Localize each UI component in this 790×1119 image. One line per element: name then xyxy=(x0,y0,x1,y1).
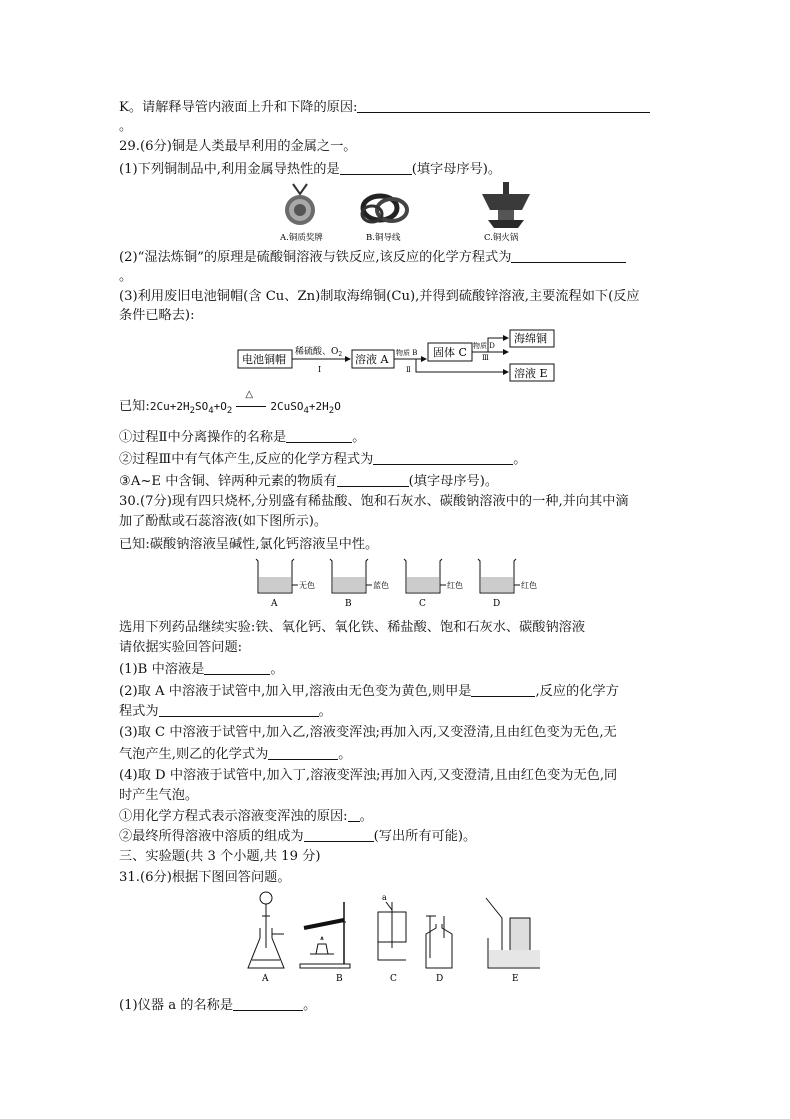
q30-part4-cont: 时产生气泡。 xyxy=(119,788,199,803)
q30-part4-sub2-text: ②最终所得溶液中溶质的组成为 xyxy=(119,829,304,844)
answer-blank[interactable] xyxy=(357,98,650,113)
flow-start-label: 电池铜帽 xyxy=(242,353,286,366)
q30-part2-text: (2)取 A 中溶液于试管中,加入甲,溶液由无色变为黄色,则甲是 xyxy=(119,684,472,699)
copper-products-figure xyxy=(260,180,530,246)
q29-step1-text: ①过程Ⅱ中分离操作的名称是 xyxy=(119,430,287,445)
k-line-text: K。请解释导管内液面上升和下降的原因: xyxy=(119,100,358,115)
q30-part1-end: 。 xyxy=(270,662,284,677)
answer-blank[interactable] xyxy=(337,472,409,487)
copper-item-c-label: C.铜火锅 xyxy=(484,233,519,243)
beaker-c xyxy=(404,559,463,609)
heat-condition: △ xyxy=(245,389,254,400)
q29-part1-suffix: (填字母序号)。 xyxy=(411,162,502,177)
q30-part3: (3)取 C 中溶液于试管中,加入乙,溶液变浑浊;再加入丙,又变澄清,且由红色变为无色,无 xyxy=(119,725,617,740)
apparatus-c xyxy=(378,893,406,984)
apparatus-a-label: A xyxy=(262,974,269,984)
q30-part2-cont xyxy=(119,702,332,721)
q30-part4-sub2 xyxy=(119,827,476,846)
q30-part2-mid: ,反应的化学方 xyxy=(535,684,619,699)
q30-heading: 30.(7分)现有四只烧杯,分别盛有稀盐酸、饱和石灰水、碳酸钠溶液中的一种,并向其中滴 xyxy=(119,494,629,509)
q29-part3: (3)利用废旧电池铜帽(含 Cu、Zn)制取海绵铜(Cu),并得到硫酸锌溶液,主要流程如下(反应 xyxy=(119,289,640,304)
q30-reagents: 选用下列药品继续实验:铁、氧化钙、氧化铁、稀盐酸、饱和石灰水、碳酸钠溶液 xyxy=(119,620,586,635)
flow-solution-e-label: 溶液 E xyxy=(514,367,548,380)
flow-reagent-b: 物质 B xyxy=(396,349,418,357)
q31-part1-text: (1)仪器 a 的名称是 xyxy=(119,998,234,1013)
q30-part4-sub1-end: 。 xyxy=(359,809,373,824)
instrument-a-marker: a xyxy=(382,893,387,902)
k-line-end: 。 xyxy=(119,119,133,134)
section-3-heading: 三、实验题(共 3 个小题,共 19 分) xyxy=(119,849,321,864)
apparatus-e xyxy=(486,898,540,984)
q30-part4-sub1-text: ①用化学方程式表示溶液变浑浊的原因: xyxy=(119,809,348,824)
q30-part2-end: 。 xyxy=(318,704,332,719)
apparatus-b-label: B xyxy=(336,974,343,984)
beaker-d xyxy=(478,559,537,609)
copper-wire-image xyxy=(362,196,407,222)
q29-part3-cont: 条件已略去): xyxy=(119,308,195,323)
flow-step2: Ⅱ xyxy=(406,366,411,374)
q30-part4-sub1 xyxy=(119,807,373,826)
answer-blank[interactable] xyxy=(511,248,626,263)
copper-item-a-label: A.铜质奖牌 xyxy=(280,233,323,243)
q31-heading: 31.(6分)根据下图回答问题。 xyxy=(119,870,291,885)
q29-step3 xyxy=(119,472,498,491)
answer-blank[interactable] xyxy=(348,807,360,822)
apparatus-d xyxy=(426,916,452,984)
beaker-b-label: B xyxy=(345,599,352,609)
beaker-b xyxy=(330,559,389,609)
q30-known: 已知:碳酸钠溶液呈碱性,氯化钙溶液呈中性。 xyxy=(119,537,379,552)
apparatus-e-label: E xyxy=(512,974,519,984)
known-prefix: 已知: xyxy=(119,399,150,414)
q29-part2-text: (2)“湿法炼铜”的原理是硫酸铜溶液与铁反应,该反应的化学方程式为 xyxy=(119,250,512,265)
flow-reagent1: 稀硫酸、$O_2$ xyxy=(295,347,343,358)
q30-part4-sub2-end: (写出所有可能)。 xyxy=(373,829,477,844)
apparatus-c-label: C xyxy=(390,974,397,984)
q30-part3-text: 气泡产生,则乙的化学式为 xyxy=(119,747,269,762)
beaker-a xyxy=(256,559,315,609)
q30-part2-prefix: 程式为 xyxy=(119,704,159,719)
q29-part2 xyxy=(119,248,626,267)
beakers-figure xyxy=(250,557,550,613)
beaker-c-label: C xyxy=(419,599,426,609)
q30-part2 xyxy=(119,682,619,701)
flow-step1: I xyxy=(318,365,322,374)
apparatus-d-label: D xyxy=(436,974,444,984)
q30-part3-cont xyxy=(119,745,351,764)
beaker-d-label: D xyxy=(493,599,501,609)
lab-apparatus-figure xyxy=(240,888,540,988)
answer-blank[interactable] xyxy=(471,682,535,697)
q30-heading-cont: 加了酚酞或石蕊溶液(如下图所示)。 xyxy=(119,514,328,529)
answer-blank[interactable] xyxy=(286,428,352,443)
process-flowchart xyxy=(230,328,560,384)
apparatus-b xyxy=(300,902,350,984)
answer-blank[interactable] xyxy=(373,450,513,465)
k-line xyxy=(119,98,650,117)
q29-part1-text: (1)下列铜制品中,利用金属导热性的是 xyxy=(119,162,340,177)
q30-part1-text: (1)B 中溶液是 xyxy=(119,662,205,677)
q30-part3-end: 。 xyxy=(338,747,352,762)
q31-part1 xyxy=(119,996,316,1015)
answer-blank[interactable] xyxy=(304,827,374,842)
q29-step2-end: 。 xyxy=(513,452,527,467)
q29-step3-end: (填字母序号)。 xyxy=(408,474,499,489)
q29-part2-end: 。 xyxy=(119,269,133,284)
q29-step2 xyxy=(119,450,526,469)
known-equation xyxy=(119,389,341,420)
q30-part4: (4)取 D 中溶液于试管中,加入丁,溶液变浑浊;再加入丙,又变澄清,且由红色变为无色,同 xyxy=(119,768,618,783)
flow-product-label: 海绵铜 xyxy=(514,332,547,345)
q29-heading: 29.(6分)铜是人类最早利用的金属之一。 xyxy=(119,139,357,154)
equation-rhs: $2CuSO_4+2H_2O$ xyxy=(270,400,341,416)
equation-lhs: $2Cu+2H_2SO_4+O_2$ xyxy=(149,400,233,416)
answer-blank[interactable] xyxy=(159,702,319,717)
answer-blank[interactable] xyxy=(233,996,303,1011)
apparatus-a xyxy=(248,892,284,984)
beaker-d-color: 红色 xyxy=(521,581,537,590)
answer-blank[interactable] xyxy=(204,660,270,675)
copper-item-b-label: B.铜导线 xyxy=(366,233,401,243)
flow-step3: Ⅲ xyxy=(482,354,489,362)
q29-part1 xyxy=(119,160,501,179)
flow-reagent-d: 物质 D xyxy=(473,342,495,350)
q29-step2-text: ②过程Ⅲ中有气体产生,反应的化学方程式为 xyxy=(119,452,374,467)
answer-blank[interactable] xyxy=(340,160,412,175)
reaction-arrow xyxy=(236,389,266,416)
q31-part1-end: 。 xyxy=(303,998,317,1013)
q29-step1-end: 。 xyxy=(352,430,366,445)
beaker-a-color: 无色 xyxy=(299,581,315,590)
flow-solid-c-label: 固体 C xyxy=(433,346,467,359)
answer-blank[interactable] xyxy=(268,745,338,760)
copper-medal-image xyxy=(285,184,315,225)
beaker-c-color: 红色 xyxy=(447,581,463,590)
beaker-b-color: 蓝色 xyxy=(373,581,389,590)
q29-step3-text: ③A~E 中含铜、锌两种元素的物质有 xyxy=(119,474,337,489)
beaker-a-label: A xyxy=(271,599,278,609)
flow-solution-a-label: 溶液 A xyxy=(355,353,389,366)
q30-part1 xyxy=(119,660,284,679)
copper-hotpot-image xyxy=(482,182,530,228)
q30-instruction: 请依据实验回答问题: xyxy=(119,640,243,655)
q29-step1 xyxy=(119,428,365,447)
